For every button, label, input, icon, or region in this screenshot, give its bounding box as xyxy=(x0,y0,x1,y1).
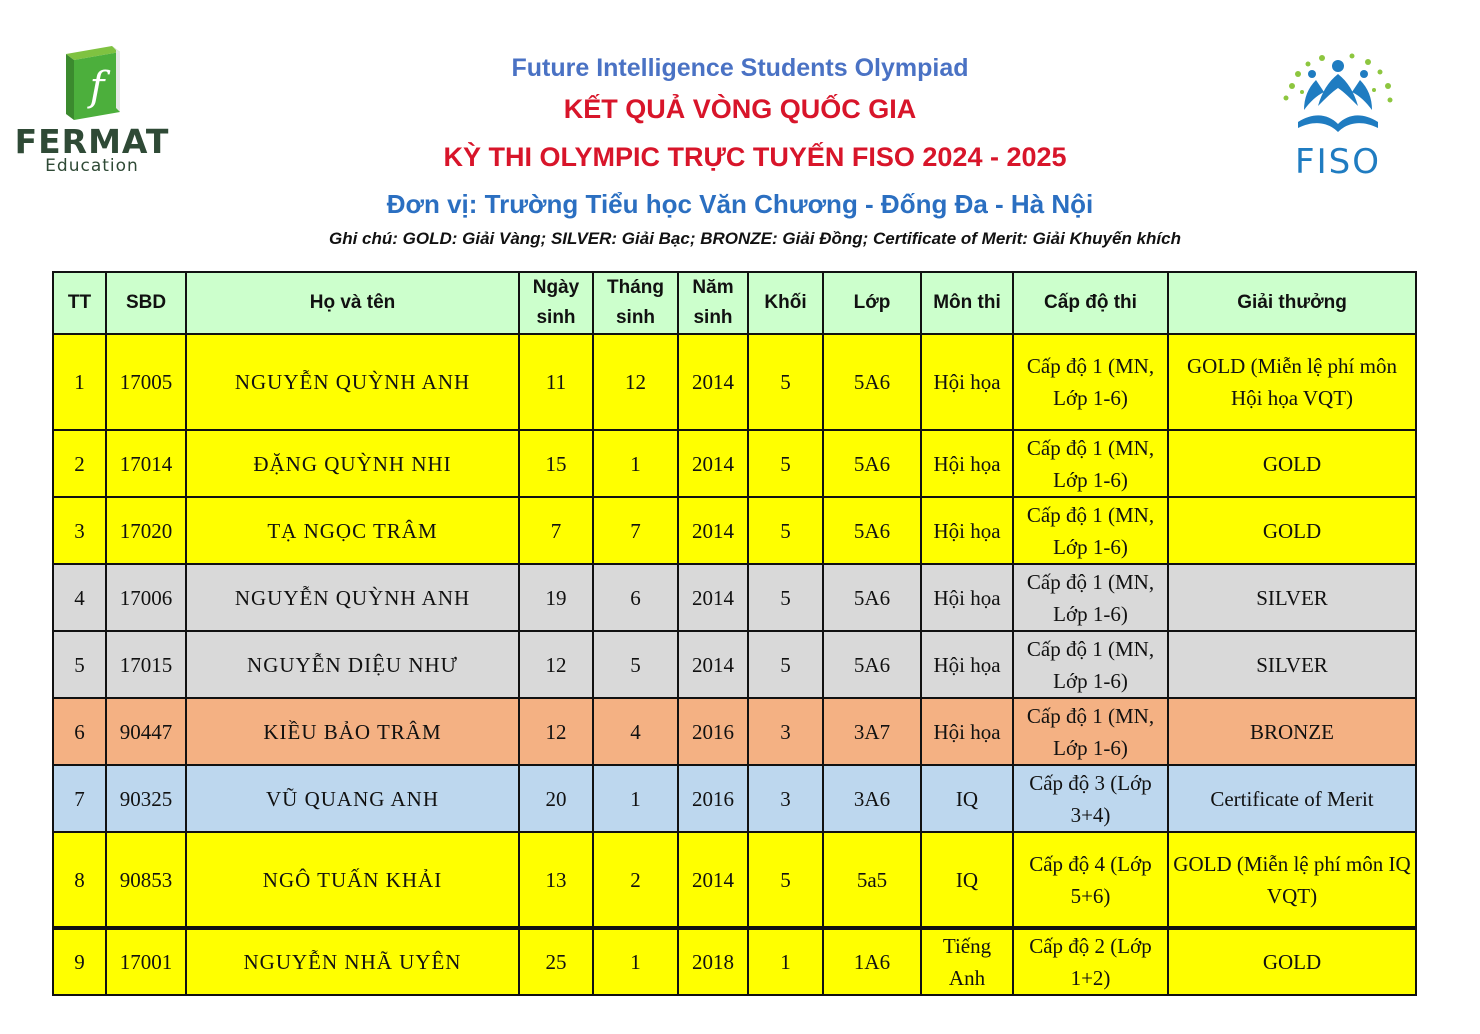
cell-day: 19 xyxy=(519,564,593,631)
cell-level: Cấp độ 1 (MN, Lớp 1-6) xyxy=(1013,631,1168,698)
cell-tt: 6 xyxy=(53,698,106,765)
cell-sbd: 90447 xyxy=(106,698,186,765)
cell-class: 5A6 xyxy=(823,631,921,698)
cell-subject: IQ xyxy=(921,832,1013,928)
cell-subject: Hội họa xyxy=(921,631,1013,698)
cell-level: Cấp độ 1 (MN, Lớp 1-6) xyxy=(1013,430,1168,497)
cell-grade: 5 xyxy=(748,564,823,631)
cell-day: 15 xyxy=(519,430,593,497)
cell-tt: 7 xyxy=(53,765,106,832)
cell-sbd: 17015 xyxy=(106,631,186,698)
cell-grade: 3 xyxy=(748,765,823,832)
cell-month: 1 xyxy=(593,430,678,497)
col-day: Ngày sinh xyxy=(519,272,593,334)
cell-subject: Hội họa xyxy=(921,698,1013,765)
exam-title: KỲ THI OLYMPIC TRỰC TUYẾN FISO 2024 - 2025 xyxy=(443,142,1067,172)
cell-level: Cấp độ 1 (MN, Lớp 1-6) xyxy=(1013,564,1168,631)
cell-grade: 3 xyxy=(748,698,823,765)
col-name: Họ và tên xyxy=(186,272,519,334)
table-row xyxy=(53,832,1416,928)
cell-subject: Hội họa xyxy=(921,564,1013,631)
cell-subject: Hội họa xyxy=(921,430,1013,497)
cell-name: NGUYỄN DIỆU NHƯ xyxy=(186,631,519,698)
cell-name: NGUYỄN QUỲNH ANH xyxy=(186,334,519,430)
cell-day: 7 xyxy=(519,497,593,564)
cell-year: 2014 xyxy=(678,631,748,698)
cell-grade: 5 xyxy=(748,334,823,430)
cell-award: GOLD xyxy=(1168,497,1416,564)
col-subject: Môn thi xyxy=(921,272,1013,334)
cell-tt: 9 xyxy=(53,928,106,995)
cell-award: GOLD (Miễn lệ phí môn Hội họa VQT) xyxy=(1168,334,1416,430)
competition-name: Future Intelligence Students Olympiad xyxy=(511,54,969,82)
fermat-sub: Education xyxy=(45,156,139,176)
cell-level: Cấp độ 1 (MN, Lớp 1-6) xyxy=(1013,698,1168,765)
cell-day: 12 xyxy=(519,698,593,765)
table-row xyxy=(53,698,1416,765)
legend-note: Ghi chú: GOLD: Giải Vàng; SILVER: Giải Bạc; BRONZE: Giải Đồng; Certificate of Merit: Giải Khuyến khích xyxy=(329,229,1181,248)
cell-day: 13 xyxy=(519,832,593,928)
cell-tt: 3 xyxy=(53,497,106,564)
cell-tt: 5 xyxy=(53,631,106,698)
results-table xyxy=(52,271,1417,996)
cell-grade: 1 xyxy=(748,928,823,995)
table-row xyxy=(53,497,1416,564)
cell-tt: 2 xyxy=(53,430,106,497)
cell-award: Certificate of Merit xyxy=(1168,765,1416,832)
col-sbd: SBD xyxy=(106,272,186,334)
cell-day: 20 xyxy=(519,765,593,832)
col-tt: TT xyxy=(53,272,106,334)
cell-level: Cấp độ 1 (MN, Lớp 1-6) xyxy=(1013,497,1168,564)
cell-day: 11 xyxy=(519,334,593,430)
table-row xyxy=(53,631,1416,698)
col-class: Lớp xyxy=(823,272,921,334)
table-row xyxy=(53,928,1416,995)
cell-subject: Tiếng Anh xyxy=(921,928,1013,995)
cell-month: 1 xyxy=(593,928,678,995)
cell-year: 2014 xyxy=(678,564,748,631)
school-unit: Đơn vị: Trường Tiểu học Văn Chương - Đống Đa - Hà Nội xyxy=(386,189,1094,219)
cell-sbd: 17006 xyxy=(106,564,186,631)
cell-month: 1 xyxy=(593,765,678,832)
cell-sbd: 90853 xyxy=(106,832,186,928)
cell-sbd: 17005 xyxy=(106,334,186,430)
cell-grade: 5 xyxy=(748,832,823,928)
cell-name: NGUYỄN QUỲNH ANH xyxy=(186,564,519,631)
cell-month: 7 xyxy=(593,497,678,564)
cell-level: Cấp độ 3 (Lớp 3+4) xyxy=(1013,765,1168,832)
table-row xyxy=(53,430,1416,497)
cell-name: NGÔ TUẤN KHẢI xyxy=(186,832,519,928)
cell-month: 5 xyxy=(593,631,678,698)
cell-year: 2014 xyxy=(678,430,748,497)
cell-month: 4 xyxy=(593,698,678,765)
cell-year: 2016 xyxy=(678,765,748,832)
cell-grade: 5 xyxy=(748,497,823,564)
cell-year: 2014 xyxy=(678,832,748,928)
cell-year: 2014 xyxy=(678,334,748,430)
cell-sbd: 17014 xyxy=(106,430,186,497)
table-row xyxy=(53,334,1416,430)
results-title: KẾT QUẢ VÒNG QUỐC GIA xyxy=(563,94,917,124)
col-level: Cấp độ thi xyxy=(1013,272,1168,334)
cell-level: Cấp độ 1 (MN, Lớp 1-6) xyxy=(1013,334,1168,430)
cell-award: BRONZE xyxy=(1168,698,1416,765)
cell-class: 5A6 xyxy=(823,497,921,564)
cell-sbd: 17001 xyxy=(106,928,186,995)
cell-award: GOLD xyxy=(1168,928,1416,995)
table-row xyxy=(53,765,1416,832)
cell-year: 2016 xyxy=(678,698,748,765)
cell-month: 2 xyxy=(593,832,678,928)
cell-subject: Hội họa xyxy=(921,497,1013,564)
col-award: Giải thưởng xyxy=(1168,272,1416,334)
cell-award: SILVER xyxy=(1168,564,1416,631)
fermat-glyph: f xyxy=(89,64,105,110)
cell-class: 1A6 xyxy=(823,928,921,995)
col-grade: Khối xyxy=(748,272,823,334)
fermat-brand: FERMAT xyxy=(14,122,170,161)
cell-year: 2018 xyxy=(678,928,748,995)
cell-class: 5A6 xyxy=(823,564,921,631)
cell-year: 2014 xyxy=(678,497,748,564)
cell-subject: Hội họa xyxy=(921,334,1013,430)
cell-month: 12 xyxy=(593,334,678,430)
table-row xyxy=(53,564,1416,631)
cell-tt: 1 xyxy=(53,334,106,430)
cell-grade: 5 xyxy=(748,430,823,497)
cell-subject: IQ xyxy=(921,765,1013,832)
cell-class: 5a5 xyxy=(823,832,921,928)
cell-name: NGUYỄN NHÃ UYÊN xyxy=(186,928,519,995)
cell-day: 25 xyxy=(519,928,593,995)
cell-name: VŨ QUANG ANH xyxy=(186,765,519,832)
cell-class: 5A6 xyxy=(823,334,921,430)
fiso-text: FISO xyxy=(1295,142,1381,182)
cell-name: TẠ NGỌC TRÂM xyxy=(186,497,519,564)
cell-class: 3A6 xyxy=(823,765,921,832)
col-year: Năm sinh xyxy=(678,272,748,334)
cell-sbd: 90325 xyxy=(106,765,186,832)
col-month: Tháng sinh xyxy=(593,272,678,334)
table-header-row xyxy=(53,272,1416,334)
cell-name: KIỀU BẢO TRÂM xyxy=(186,698,519,765)
cell-grade: 5 xyxy=(748,631,823,698)
cell-award: SILVER xyxy=(1168,631,1416,698)
cell-class: 3A7 xyxy=(823,698,921,765)
cell-level: Cấp độ 2 (Lớp 1+2) xyxy=(1013,928,1168,995)
cell-day: 12 xyxy=(519,631,593,698)
cell-name: ĐẶNG QUỲNH NHI xyxy=(186,430,519,497)
cell-award: GOLD (Miễn lệ phí môn IQ VQT) xyxy=(1168,832,1416,928)
cell-class: 5A6 xyxy=(823,430,921,497)
cell-month: 6 xyxy=(593,564,678,631)
cell-sbd: 17020 xyxy=(106,497,186,564)
cell-level: Cấp độ 4 (Lớp 5+6) xyxy=(1013,832,1168,928)
cell-tt: 8 xyxy=(53,832,106,928)
cell-award: GOLD xyxy=(1168,430,1416,497)
cell-tt: 4 xyxy=(53,564,106,631)
